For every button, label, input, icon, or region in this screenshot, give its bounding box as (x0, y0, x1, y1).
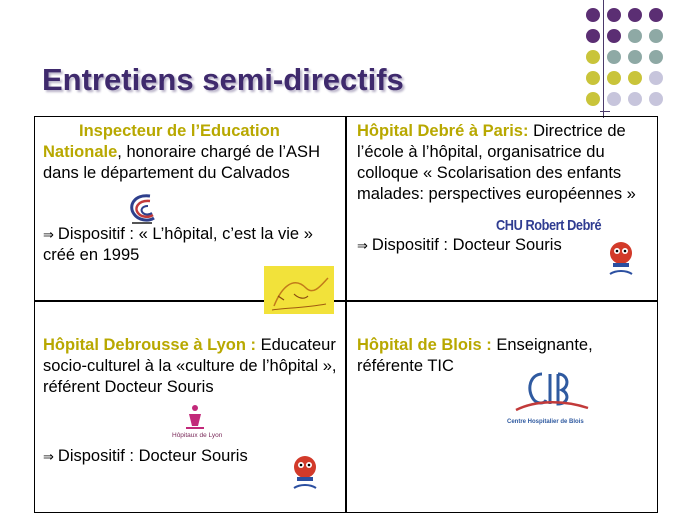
lhopital-cest-la-vie-logo-icon (264, 266, 334, 314)
chb-blois-caption: Centre Hospitalier de Blois (507, 419, 584, 425)
cell-top-right-dispositif: Dispositif : Docteur Souris (371, 236, 562, 254)
decorative-horizontal-line (600, 111, 610, 112)
cell-bottom-left-text: Educateur socio-culturel à la «culture de l’hôpital », référent Docteur Souris (43, 336, 337, 396)
decorative-dot-grid (0, 0, 689, 120)
decorative-dot (586, 29, 600, 43)
decorative-vertical-line (603, 0, 604, 118)
grid-vertical-divider (345, 117, 347, 512)
cell-top-right (357, 121, 649, 256)
decorative-dot (628, 8, 642, 22)
decorative-dot (628, 92, 642, 106)
double-right-arrow-icon: ⇒ (357, 238, 368, 253)
interview-grid (34, 116, 658, 513)
cell-top-left-dispositif: Dispositif : « L’hôpital, c’est la vie » créé en 1995 (43, 225, 313, 264)
cell-bottom-right-highlight: Hôpital de Blois : (357, 336, 492, 354)
decorative-dot (586, 50, 600, 64)
decorative-dot (607, 29, 621, 43)
calvados-logo-icon (126, 192, 158, 228)
chb-blois-logo-icon (512, 370, 592, 418)
decorative-dot (607, 71, 621, 85)
hopitaux-de-lyon-caption: Hôpitaux de Lyon (172, 432, 223, 439)
decorative-dot (586, 92, 600, 106)
cell-bottom-right (357, 335, 649, 377)
cell-top-left-text: , honoraire chargé de l’ASH dans le département du Calvados (43, 143, 320, 182)
decorative-dot (607, 50, 621, 64)
double-right-arrow-icon: ⇒ (43, 449, 54, 464)
decorative-dot (628, 71, 642, 85)
slide-title: Entretiens semi-directifs (42, 62, 404, 97)
decorative-dot (586, 8, 600, 22)
decorative-dot (649, 50, 663, 64)
cell-bottom-left (43, 335, 338, 467)
decorative-dot (649, 29, 663, 43)
cell-bottom-left-dispositif: Dispositif : Docteur Souris (57, 447, 248, 465)
double-right-arrow-icon: ⇒ (43, 227, 54, 242)
decorative-dot (649, 71, 663, 85)
cell-bottom-right-text: Enseignante, référente TIC (357, 336, 593, 375)
grid-horizontal-divider (35, 300, 657, 302)
docteur-souris-logo-icon (290, 452, 320, 494)
cell-top-left-highlight: Inspecteur de l’Education Nationale (43, 122, 280, 161)
cell-top-right-text: Directrice de l’école à l’hôpital, organisatrice du colloque « Scolarisation des enfants malades: perspectives européennes » (357, 122, 636, 203)
decorative-dot (628, 29, 642, 43)
cell-top-left (43, 121, 338, 266)
cell-bottom-left-highlight: Hôpital Debrousse à Lyon : (43, 336, 257, 354)
hopitaux-de-lyon-logo-icon (180, 402, 210, 432)
decorative-dot (649, 8, 663, 22)
decorative-dot (628, 50, 642, 64)
decorative-dot (586, 71, 600, 85)
docteur-souris-logo-icon (606, 238, 636, 280)
decorative-dot (607, 8, 621, 22)
decorative-dot (649, 92, 663, 106)
decorative-dot (607, 92, 621, 106)
chu-robert-debre-logo: CHU Robert Debré (496, 217, 602, 234)
cell-top-right-highlight: Hôpital Debré à Paris: (357, 122, 529, 140)
